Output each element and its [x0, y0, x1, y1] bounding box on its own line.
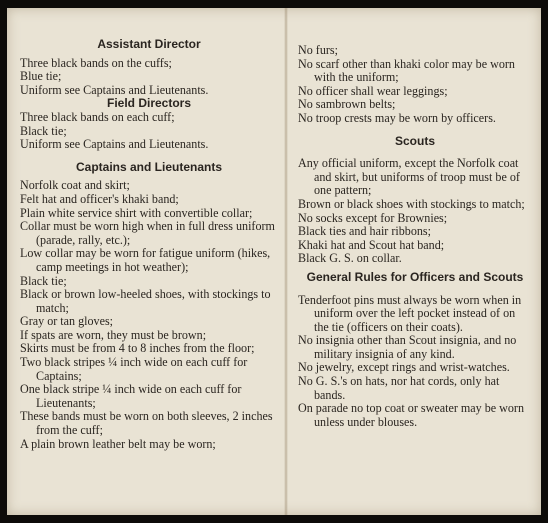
list-item: No socks except for Brownies;: [298, 210, 448, 225]
list-item: Black G. S. on collar.: [298, 251, 402, 266]
list-item: No furs;: [298, 43, 338, 57]
list-item: Skirts must be from 4 to 8 inches from the floor;: [20, 341, 255, 356]
list-item: These bands must be worn on both sleeves, 2 inches from the cuff;: [20, 409, 273, 438]
list-item: Blue tie;: [20, 69, 62, 84]
list-item: Black tie;: [20, 273, 67, 288]
left-page: [20, 38, 278, 451]
heading-captains-lieutenants: Captains and Lieutenants: [75, 159, 223, 174]
list-item: Felt hat and officer's khaki band;: [20, 191, 179, 206]
list-item: Plain white service shirt with convertible collar;: [20, 205, 253, 220]
list-item: No scarf other than khaki color may be worn with the uniform;: [298, 56, 515, 85]
list-item: On parade no top coat or sweater may be worn unless under blouses.: [298, 401, 525, 429]
list-item: Tenderfoot pins must always be worn when in uniform over the left pocket instead of on the tie (officers on their coats).: [298, 292, 522, 334]
list-item: Black ties and hair ribbons;: [298, 224, 432, 239]
heading-field-directors: Field Directors: [106, 96, 192, 111]
list-item: No officer shall wear leggings;: [298, 83, 448, 98]
list-item: No jewelry, except rings and wrist-watches.: [298, 360, 510, 375]
list-item: No sambrown belts;: [298, 97, 396, 112]
list-item: No G. S.'s on hats, nor hat cords, only hat bands.: [298, 374, 500, 402]
list-item: Khaki hat and Scout hat band;: [298, 237, 445, 252]
list-item: Three black bands on each cuff;: [20, 109, 175, 124]
list-item: No troop crests may be worn by officers.: [298, 110, 496, 125]
heading-assistant-director: Assistant Director: [97, 37, 201, 51]
list-item: One black stripe ¼ inch wide on each cuff for Lieutenants;: [20, 382, 242, 410]
heading-general-rules: General Rules for Officers and Scouts: [306, 269, 524, 284]
list-item: Norfolk coat and skirt;: [20, 178, 130, 193]
list-item: A plain brown leather belt may be worn;: [20, 436, 216, 451]
page-fold: [284, 8, 288, 515]
right-page: [298, 44, 532, 429]
list-item: Black tie;: [20, 123, 67, 138]
list-item: Uniform see Captains and Lieutenants.: [20, 137, 209, 152]
list-item: Collar must be worn high when in full dress uniform (parade, rally, etc.);: [20, 219, 275, 247]
heading-scouts: Scouts: [394, 133, 435, 148]
list-item: Black or brown low-heeled shoes, with stockings to match;: [20, 287, 271, 315]
list-item: Brown or black shoes with stockings to match;: [298, 196, 525, 211]
list-item: Gray or tan gloves;: [20, 314, 114, 329]
list-item: If spats are worn, they must be brown;: [20, 327, 207, 342]
list-item: Uniform see Captains and Lieutenants.: [20, 82, 209, 97]
booklet-spread: [7, 8, 541, 515]
list-item: Any official uniform, except the Norfolk coat and skirt, but uniforms of troop must be of one pattern;: [298, 156, 520, 198]
list-item: No insignia other than Scout insignia, and no military insignia of any kind.: [298, 333, 517, 361]
list-item: Three black bands on the cuffs;: [20, 55, 172, 70]
list-item: Low collar may be worn for fatigue uniform (hikes, camp meetings in hot weather);: [20, 246, 271, 274]
list-item: Two black stripes ¼ inch wide on each cuff for Captains;: [20, 355, 248, 383]
